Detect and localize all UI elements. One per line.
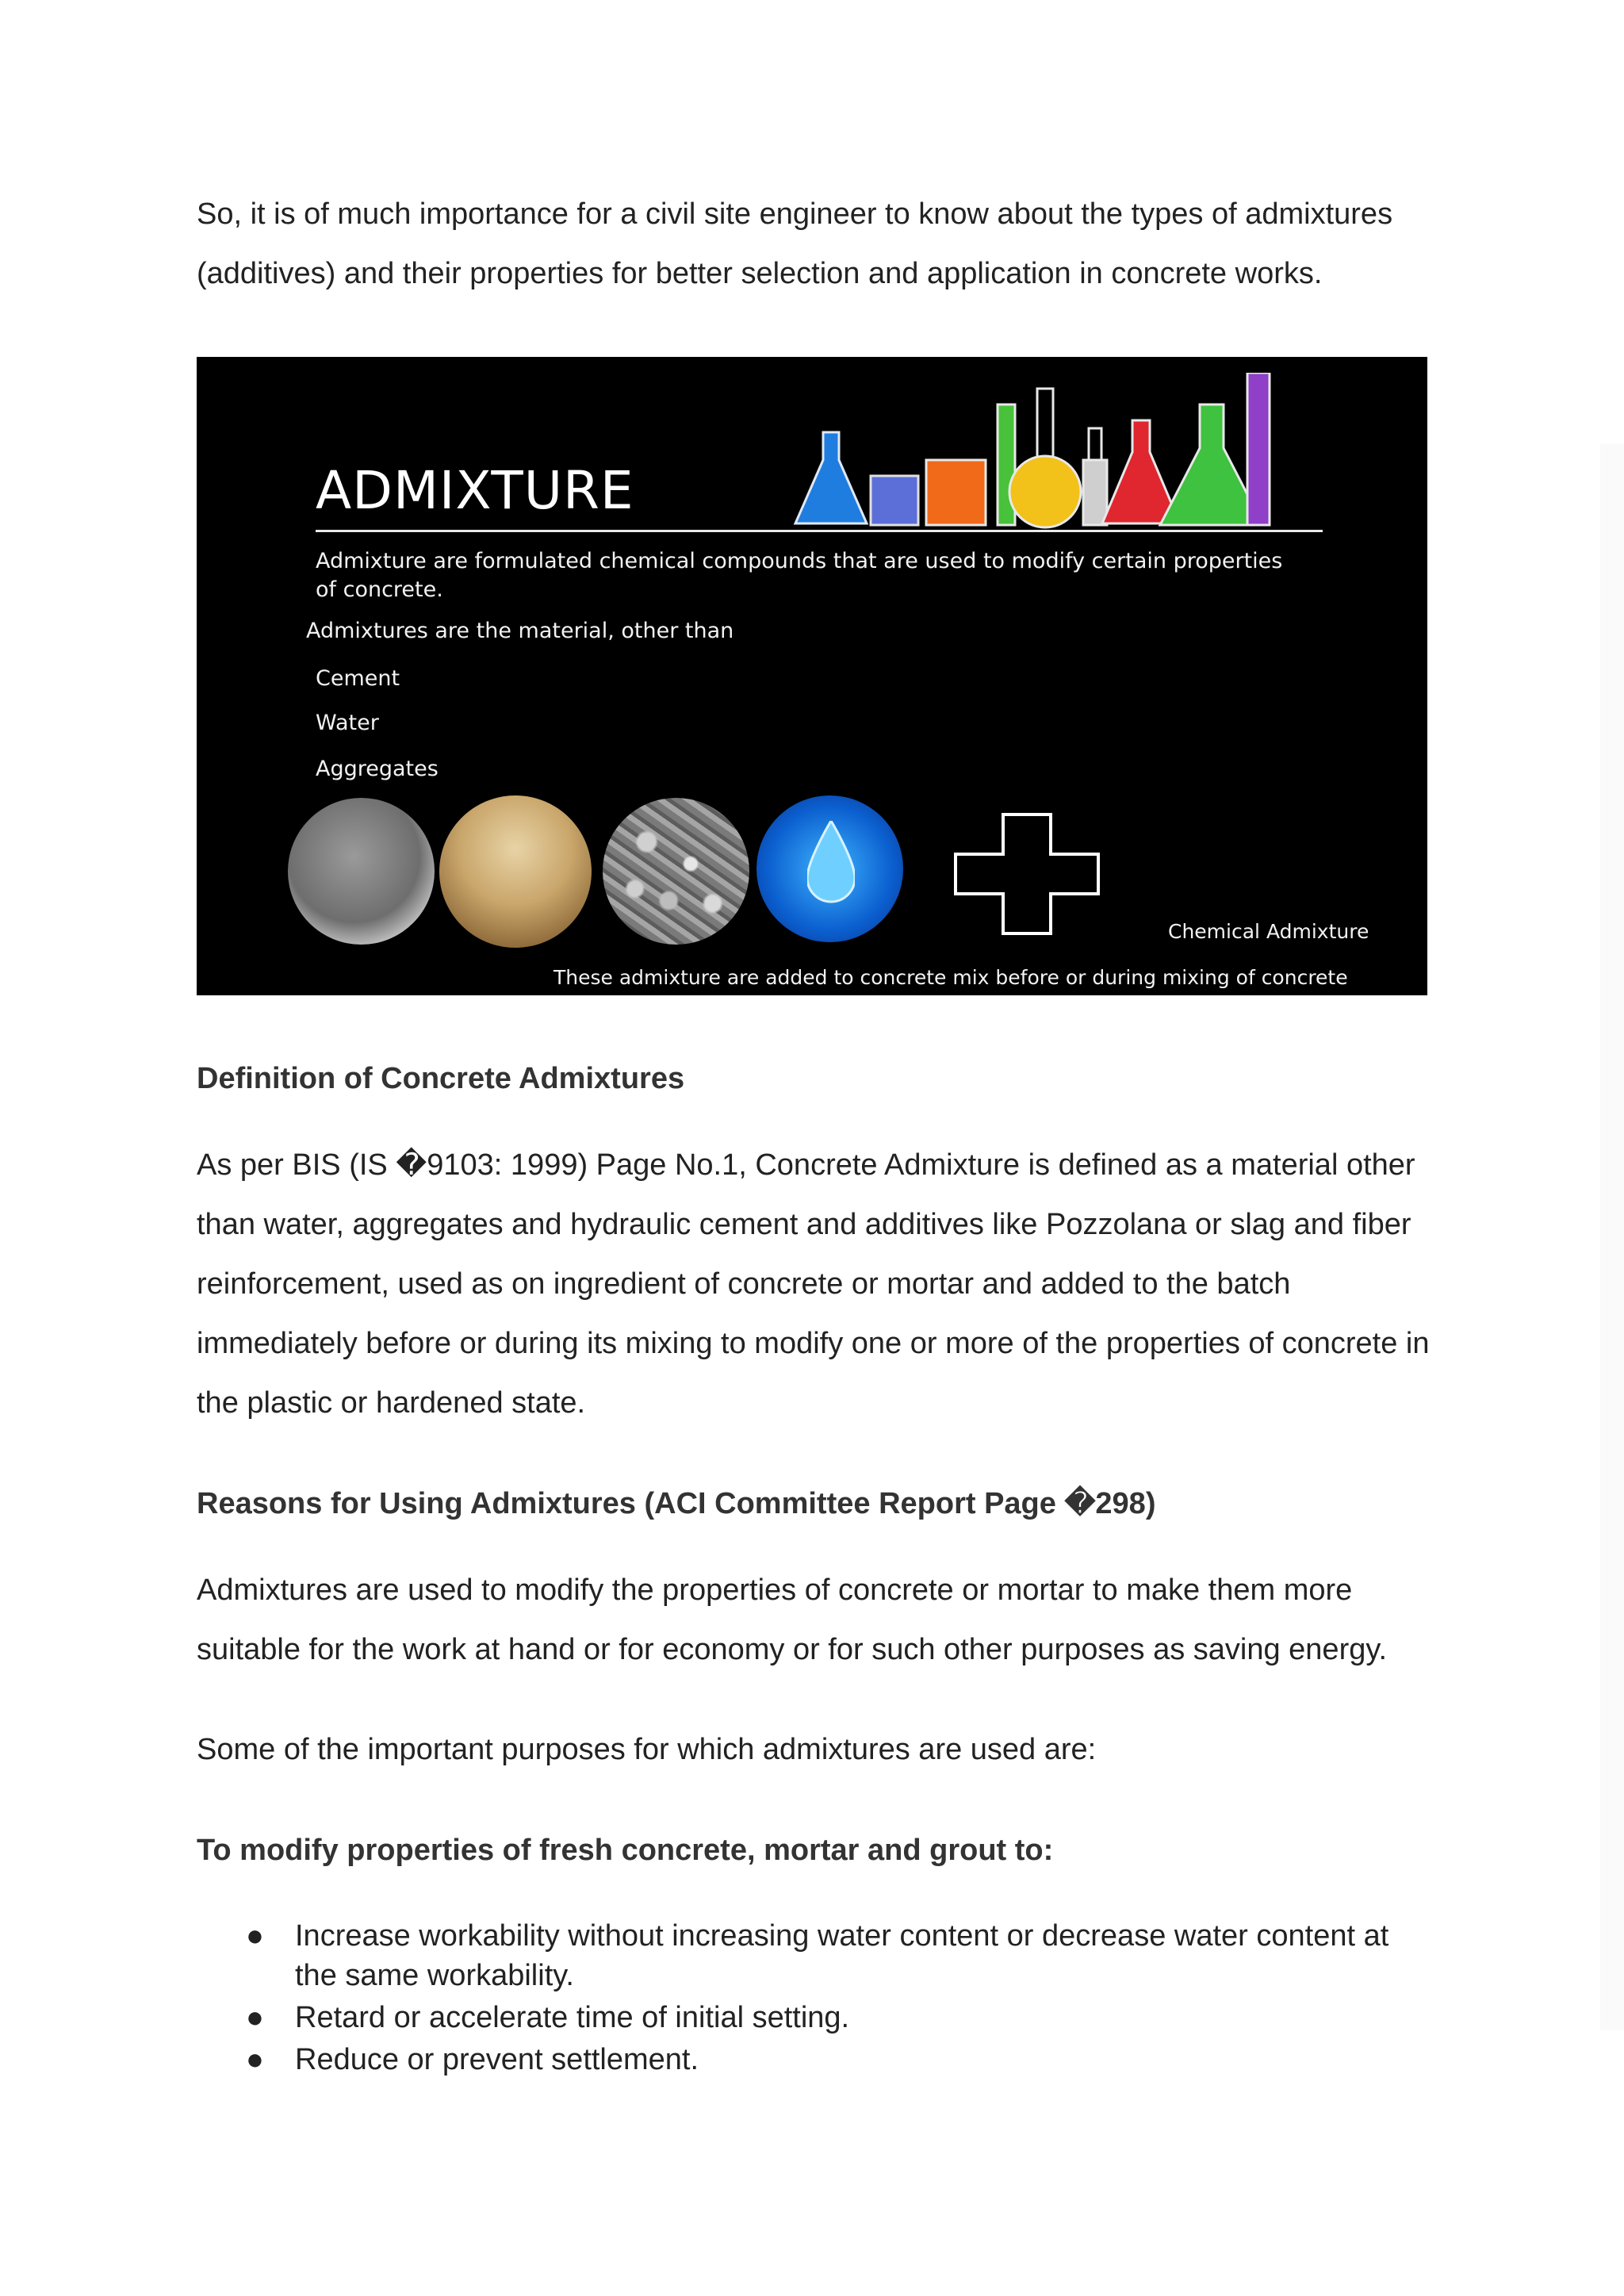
- figure-divider: [316, 530, 1323, 532]
- figure-material-water: Water: [316, 711, 379, 735]
- definition-paragraph: As per BIS (IS �9103: 1999) Page No.1, Concrete Admixture is defined as a material other than water, aggregates and hydraulic cement and additives like Pozzolana or slag and fiber reinforcement, used as on ingredient of concrete or mortar and added to the batch immediately before or during its mixing to modify one or more of the properties of concrete in the plastic or hardened state.: [197, 1148, 1430, 1420]
- purposes-paragraph: Some of the important purposes for which admixtures are used are:: [197, 1733, 1097, 1766]
- fresh-properties-list: [197, 1916, 1434, 2082]
- list-item: ● Retard or accelerate time of initial setting.: [197, 1998, 1434, 2037]
- figure-title: ADMIXTURE: [316, 460, 634, 521]
- figure-material-cement: Cement: [316, 666, 400, 691]
- figure-description: Admixture are formulated chemical compounds that are used to modify certain properties of concrete.: [316, 549, 1283, 602]
- page-edge-shadow: [1600, 444, 1624, 2030]
- figure-footer: These admixture are added to concrete mix before or during mixing of concrete: [553, 966, 1348, 989]
- cement-image: [288, 798, 435, 945]
- sand-image: [439, 795, 592, 948]
- plus-icon: [954, 813, 1101, 936]
- list-item: ● Reduce or prevent settlement.: [197, 2040, 1434, 2079]
- admixture-figure: [197, 357, 1427, 995]
- reasons-heading: Reasons for Using Admixtures (ACI Committee Report Page �298): [197, 1487, 1156, 1520]
- figure-subtitle: Admixtures are the material, other than: [306, 619, 734, 643]
- lab-glassware-icon: [779, 373, 1427, 539]
- definition-heading: Definition of Concrete Admixtures: [197, 1062, 685, 1095]
- intro-paragraph: So, it is of much importance for a civil site engineer to know about the types of admixtures (additives) and their properties for better selection and application in concrete works.: [197, 197, 1393, 290]
- water-drop-icon: [807, 821, 855, 908]
- reasons-paragraph: Admixtures are used to modify the properties of concrete or mortar to make them more suitable for the work at hand or for economy or for such other purposes as saving energy.: [197, 1573, 1388, 1666]
- aggregate-image: [603, 798, 749, 945]
- chemical-admixture-label: Chemical Admixture: [1168, 920, 1369, 943]
- bullet-icon: ●: [246, 1919, 264, 1953]
- fresh-properties-heading: To modify properties of fresh concrete, mortar and grout to:: [197, 1834, 1054, 1867]
- bullet-icon: ●: [246, 2001, 264, 2034]
- list-item: ● Increase workability without increasing water content or decrease water content at the same workability.: [197, 1916, 1434, 1995]
- bullet-icon: ●: [246, 2043, 264, 2076]
- figure-material-aggregates: Aggregates: [316, 757, 439, 781]
